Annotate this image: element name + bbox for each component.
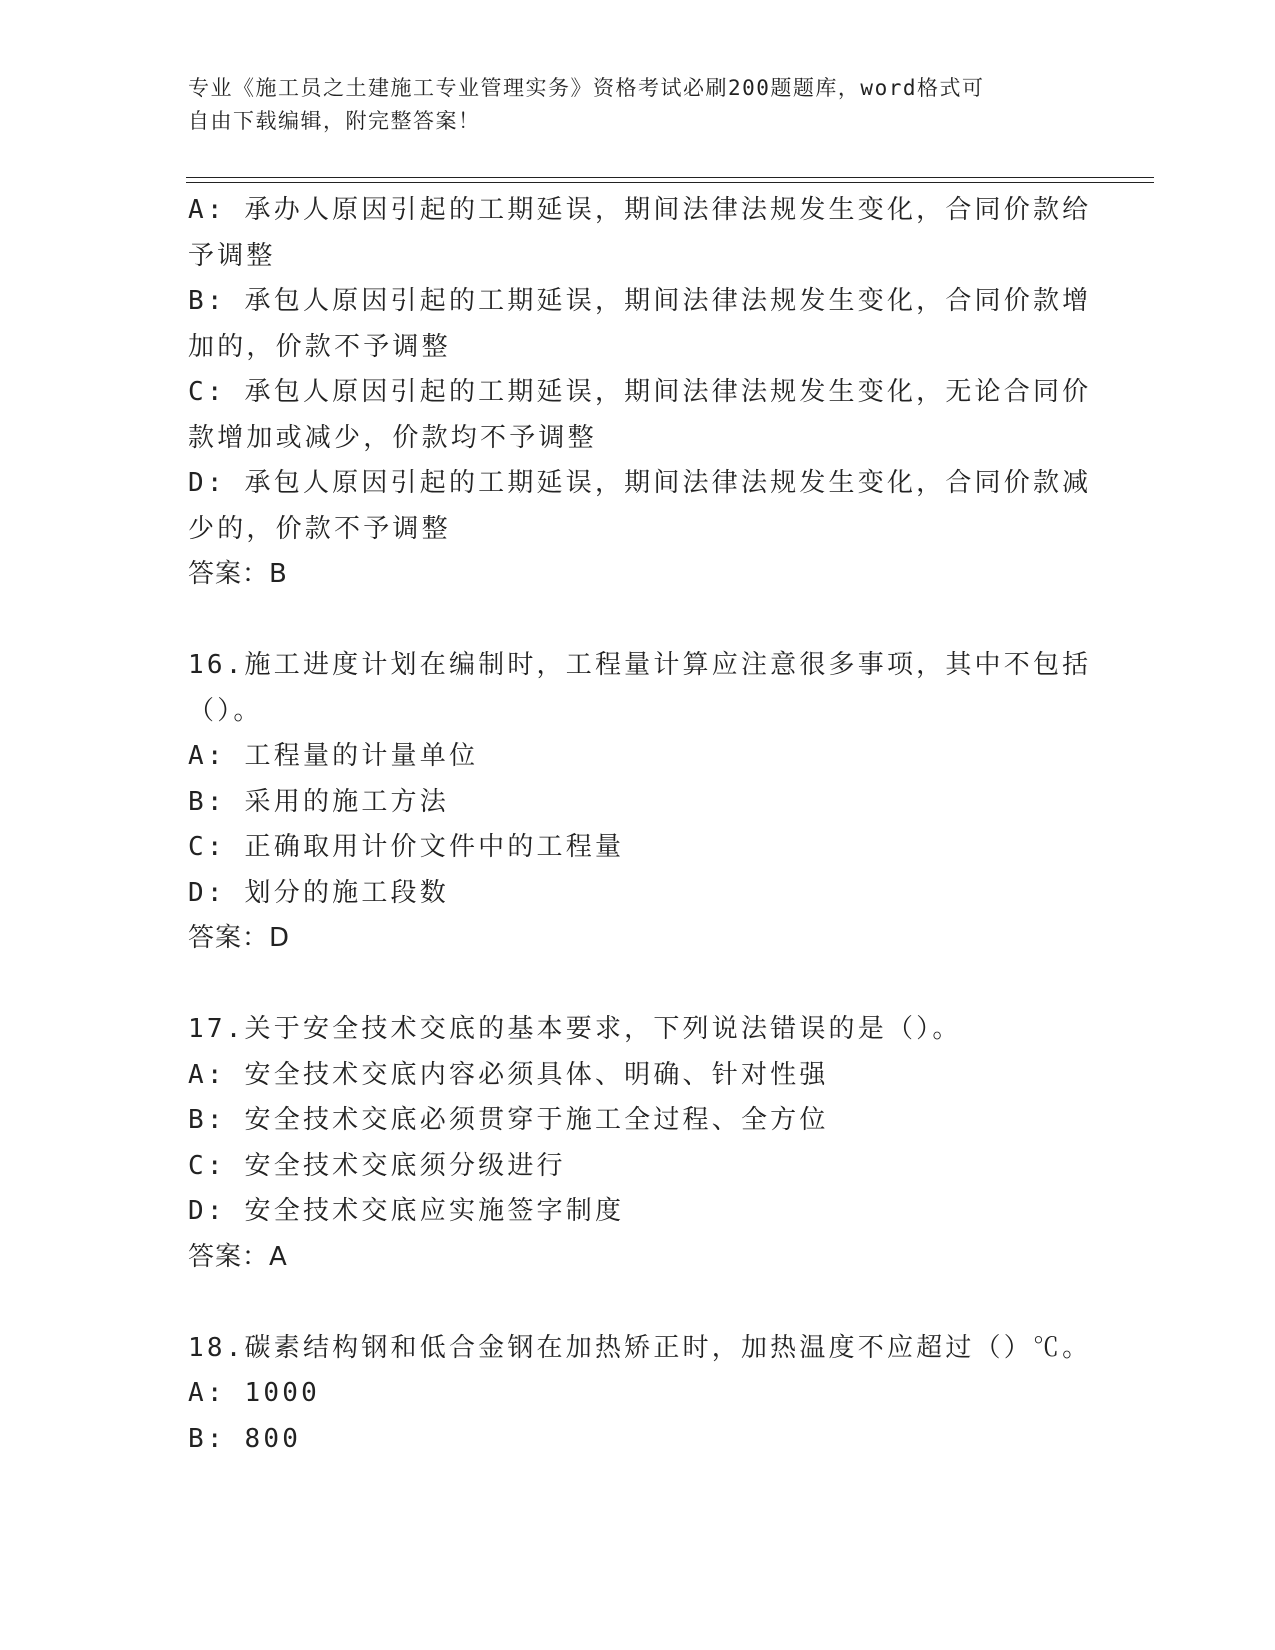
option-a: A: 承办人原因引起的工期延误，期间法律法规发生变化，合同价款给 <box>188 195 1092 225</box>
option-a-cont: 予调整 <box>188 240 276 271</box>
document-header <box>188 72 1068 138</box>
header-divider-bottom <box>186 182 1154 183</box>
question-18 <box>188 1326 1092 1463</box>
spacer <box>188 598 1088 644</box>
option-c: C: 正确取用计价文件中的工程量 <box>188 832 625 862</box>
option-a: A: 工程量的计量单位 <box>188 741 479 771</box>
question-text: 17.关于安全技术交底的基本要求，下列说法错误的是（）。 <box>188 1014 962 1044</box>
question-16 <box>188 643 1092 962</box>
question-content <box>188 188 1092 1462</box>
answer-label: 答案：A <box>188 1241 288 1272</box>
header-title-line-2: 自由下载编辑，附完整答案！ <box>188 109 481 133</box>
option-c: C: 承包人原因引起的工期延误，期间法律法规发生变化，无论合同价 <box>188 377 1092 407</box>
option-a: A: 安全技术交底内容必须具体、明确、针对性强 <box>188 1059 829 1090</box>
option-c-cont: 款增加或减少，价款均不予调整 <box>188 422 597 453</box>
header-title-line-1: 专业《施工员之土建施工专业管理实务》资格考试必刷200题题库，word格式可 <box>188 76 985 100</box>
option-d: D: 安全技术交底应实施签字制度 <box>188 1196 625 1226</box>
question-text: 16.施工进度计划在编制时，工程量计算应注意很多事项，其中不包括 <box>188 650 1092 680</box>
answer-label: 答案：D <box>188 923 291 953</box>
option-b: B: 采用的施工方法 <box>188 786 449 817</box>
option-d: D: 划分的施工段数 <box>188 877 449 908</box>
option-b-cont: 加的，价款不予调整 <box>188 331 451 362</box>
answer-label: 答案：B <box>188 559 288 589</box>
option-b: B: 800 <box>188 1423 302 1454</box>
spacer <box>188 962 1088 1008</box>
question-text: 18.碳素结构钢和低合金钢在加热矫正时，加热温度不应超过（）℃。 <box>188 1332 1092 1363</box>
question-17 <box>188 1007 1088 1280</box>
option-a: A: 1000 <box>188 1378 320 1408</box>
question-text-cont: （）。 <box>188 695 263 726</box>
option-c: C: 安全技术交底须分级进行 <box>188 1150 566 1181</box>
header-divider-top <box>186 177 1154 178</box>
spacer <box>188 1280 1088 1326</box>
option-d-cont: 少的，价款不予调整 <box>188 513 451 544</box>
question-15-options <box>188 188 1092 598</box>
option-b: B: 承包人原因引起的工期延误，期间法律法规发生变化，合同价款增 <box>188 286 1092 316</box>
option-b: B: 安全技术交底必须贯穿于施工全过程、全方位 <box>188 1105 829 1135</box>
option-d: D: 承包人原因引起的工期延误，期间法律法规发生变化，合同价款减 <box>188 468 1092 498</box>
